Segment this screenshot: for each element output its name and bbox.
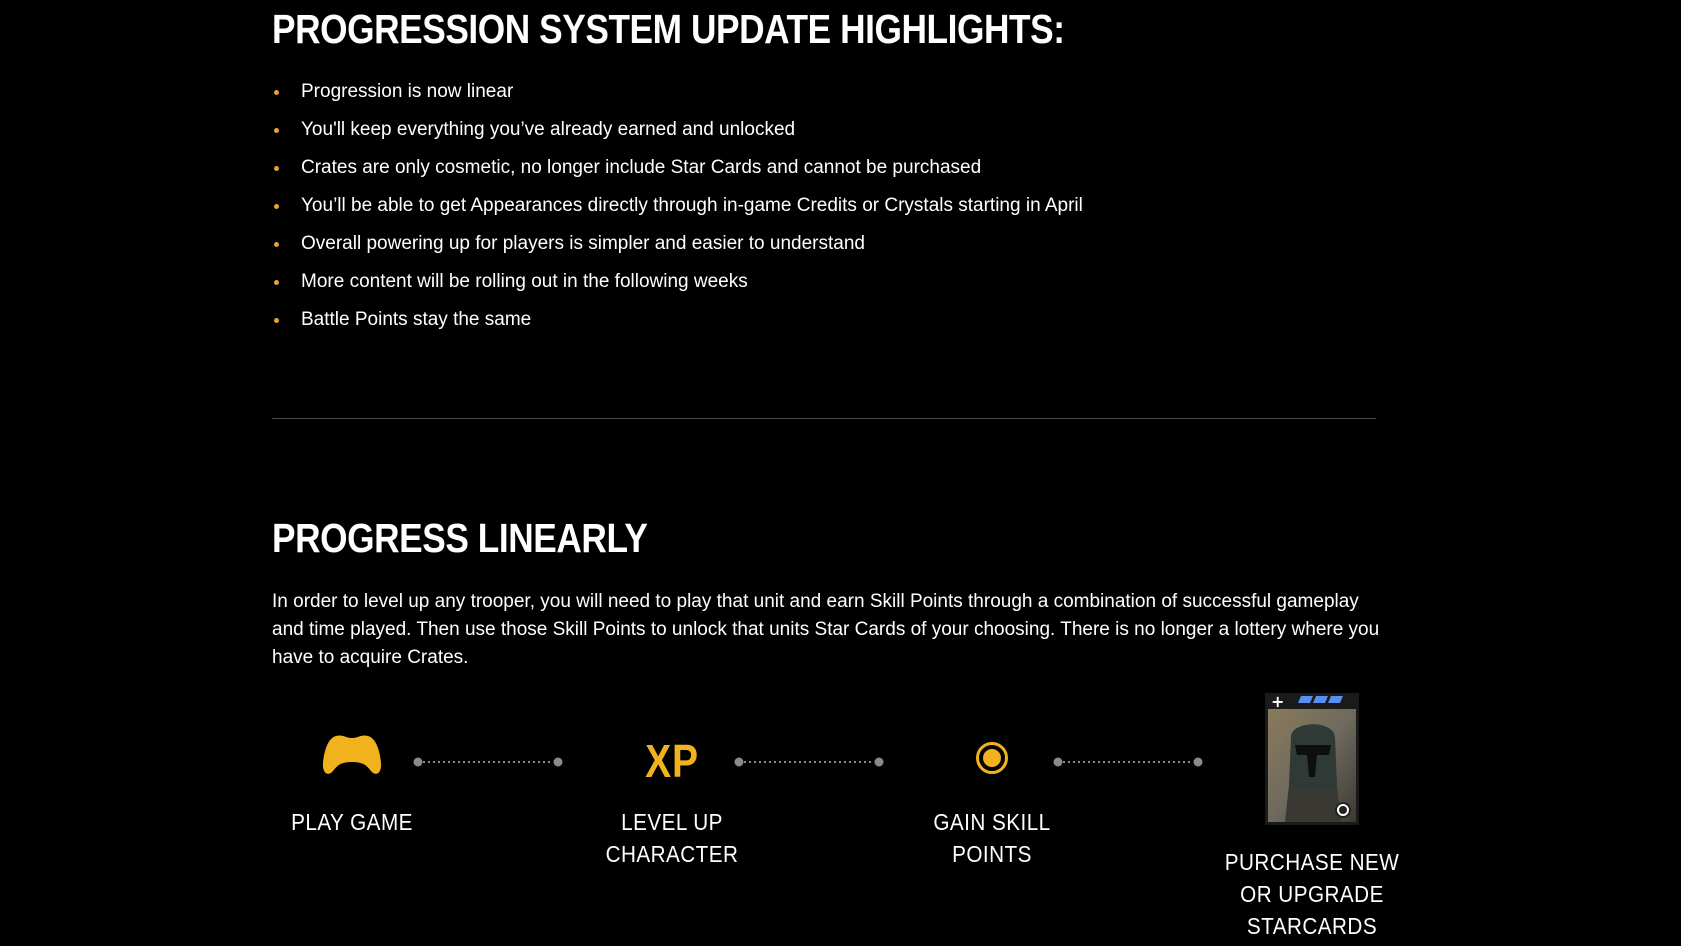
- list-item-text: Crates are only cosmetic, no longer include Star Cards and cannot be purchased: [301, 157, 982, 178]
- highlights-list: [272, 78, 1083, 344]
- progress-steps: [272, 690, 1400, 946]
- bullet-dot: [274, 204, 279, 209]
- list-item: [272, 306, 1083, 344]
- bullet-dot: [274, 128, 279, 133]
- bullet-dot: [274, 318, 279, 323]
- list-item: [272, 154, 1083, 192]
- step-label: PURCHASE NEW OR UPGRADE STARCARDS: [1224, 849, 1400, 939]
- progress-heading: PROGRESS LINEARLY: [272, 515, 648, 561]
- highlights-heading: PROGRESSION SYSTEM UPDATE HIGHLIGHTS:: [272, 6, 1065, 52]
- list-item: [272, 230, 1083, 268]
- progress-paragraph: In order to level up any trooper, you will need to play that unit and earn Skill Points through a combination of successful gameplay and time played. Then use those Skill Points to unlock that units Star Cards of your choosing. There is no longer a lottery where you have to acquire Crates.: [272, 591, 1380, 668]
- bullet-dot: [274, 280, 279, 285]
- xp-icon-text: XP: [645, 735, 699, 787]
- bullet-dot: [274, 242, 279, 247]
- list-item-text: Overall powering up for players is simpler and easier to understand: [301, 233, 865, 254]
- section-divider: [272, 418, 1376, 419]
- list-item-text: You'll keep everything you’ve already earned and unlocked: [301, 119, 796, 140]
- step-connector: [734, 757, 884, 767]
- gamepad-icon: [322, 733, 382, 782]
- bullet-dot: [274, 90, 279, 95]
- list-item-text: You’ll be able to get Appearances directly through in-game Credits or Crystals starting in April: [301, 195, 1083, 216]
- xp-icon: [640, 734, 703, 788]
- list-item: [272, 192, 1083, 230]
- list-item: [272, 78, 1083, 116]
- list-item: [272, 268, 1083, 306]
- list-item-text: More content will be rolling out in the following weeks: [301, 271, 748, 292]
- svg-text:+: +: [1271, 693, 1285, 711]
- skill-point-icon: [975, 741, 1009, 780]
- step-label: LEVEL UP CHARACTER: [605, 809, 739, 867]
- step-label: PLAY GAME: [291, 809, 413, 835]
- step-label: GAIN SKILL POINTS: [933, 809, 1051, 867]
- step-connector: [1053, 757, 1203, 767]
- star-card-icon: [1265, 693, 1359, 830]
- list-item-text: Progression is now linear: [301, 81, 514, 102]
- step-connector: [413, 757, 563, 767]
- list-item: [272, 116, 1083, 154]
- list-item-text: Battle Points stay the same: [301, 309, 532, 330]
- bullet-dot: [274, 166, 279, 171]
